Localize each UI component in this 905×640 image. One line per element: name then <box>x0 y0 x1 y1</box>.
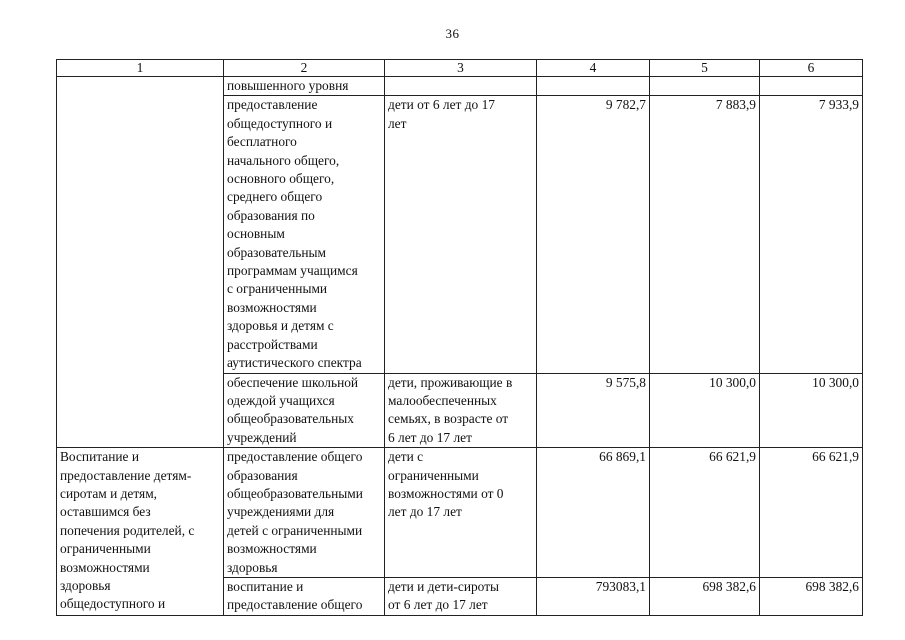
page-number: 36 <box>445 26 460 41</box>
cell-value-col4: 9 782,7 <box>537 96 650 373</box>
cell-consumers: дети и дети-сироты от 6 лет до 17 лет <box>385 577 537 615</box>
cell-value-col5: 7 883,9 <box>650 96 760 373</box>
cell-value-col6: 66 621,9 <box>760 448 863 578</box>
cell-value-col4: 66 869,1 <box>537 448 650 578</box>
cell-value-col5 <box>650 77 760 96</box>
cell-value-col6 <box>760 77 863 96</box>
table-row <box>57 448 863 578</box>
cell-consumers: дети, проживающие в малообеспеченных семьях, в возрасте от 6 лет до 17 лет <box>385 373 537 448</box>
cell-service: воспитание и предоставление общего <box>224 577 385 615</box>
cell-service-group: Воспитание и предоставление детям- сиротам и детям, оставшимся без попечения родителей, с ограниченными возможностями здоровья общедоступного и <box>57 448 224 616</box>
cell-value-col5: 698 382,6 <box>650 577 760 615</box>
cell-consumers <box>385 77 537 96</box>
cell-service: предоставление общедоступного и бесплатного начального общего, основного общего, среднего общего образования по основным образовательным программам учащимся с ограниченными возможностями здоровья и детям с расстройствами аутистического спектра <box>224 96 385 373</box>
cell-consumers: дети с ограниченными возможностями от 0 лет до 17 лет <box>385 448 537 578</box>
cell-value-col6: 698 382,6 <box>760 577 863 615</box>
table-row <box>57 77 863 96</box>
cell-service-group-empty <box>57 77 224 448</box>
header-col-2: 2 <box>224 60 385 77</box>
header-col-6: 6 <box>760 60 863 77</box>
cell-value-col4 <box>537 77 650 96</box>
cell-value-col5: 66 621,9 <box>650 448 760 578</box>
cell-value-col4: 9 575,8 <box>537 373 650 448</box>
header-row <box>57 60 863 77</box>
cell-value-col5: 10 300,0 <box>650 373 760 448</box>
cell-service: обеспечение школьной одеждой учащихся общеобразовательных учреждений <box>224 373 385 448</box>
header-col-1: 1 <box>57 60 224 77</box>
cell-service: предоставление общего образования общеобразовательными учреждениями для детей с ограниченными возможностями здоровья <box>224 448 385 578</box>
cell-consumers: дети от 6 лет до 17 лет <box>385 96 537 373</box>
header-col-3: 3 <box>385 60 537 77</box>
header-col-4: 4 <box>537 60 650 77</box>
cell-service: повышенного уровня <box>224 77 385 96</box>
budget-table <box>56 59 863 616</box>
cell-value-col6: 7 933,9 <box>760 96 863 373</box>
cell-value-col4: 793083,1 <box>537 577 650 615</box>
cell-value-col6: 10 300,0 <box>760 373 863 448</box>
header-col-5: 5 <box>650 60 760 77</box>
